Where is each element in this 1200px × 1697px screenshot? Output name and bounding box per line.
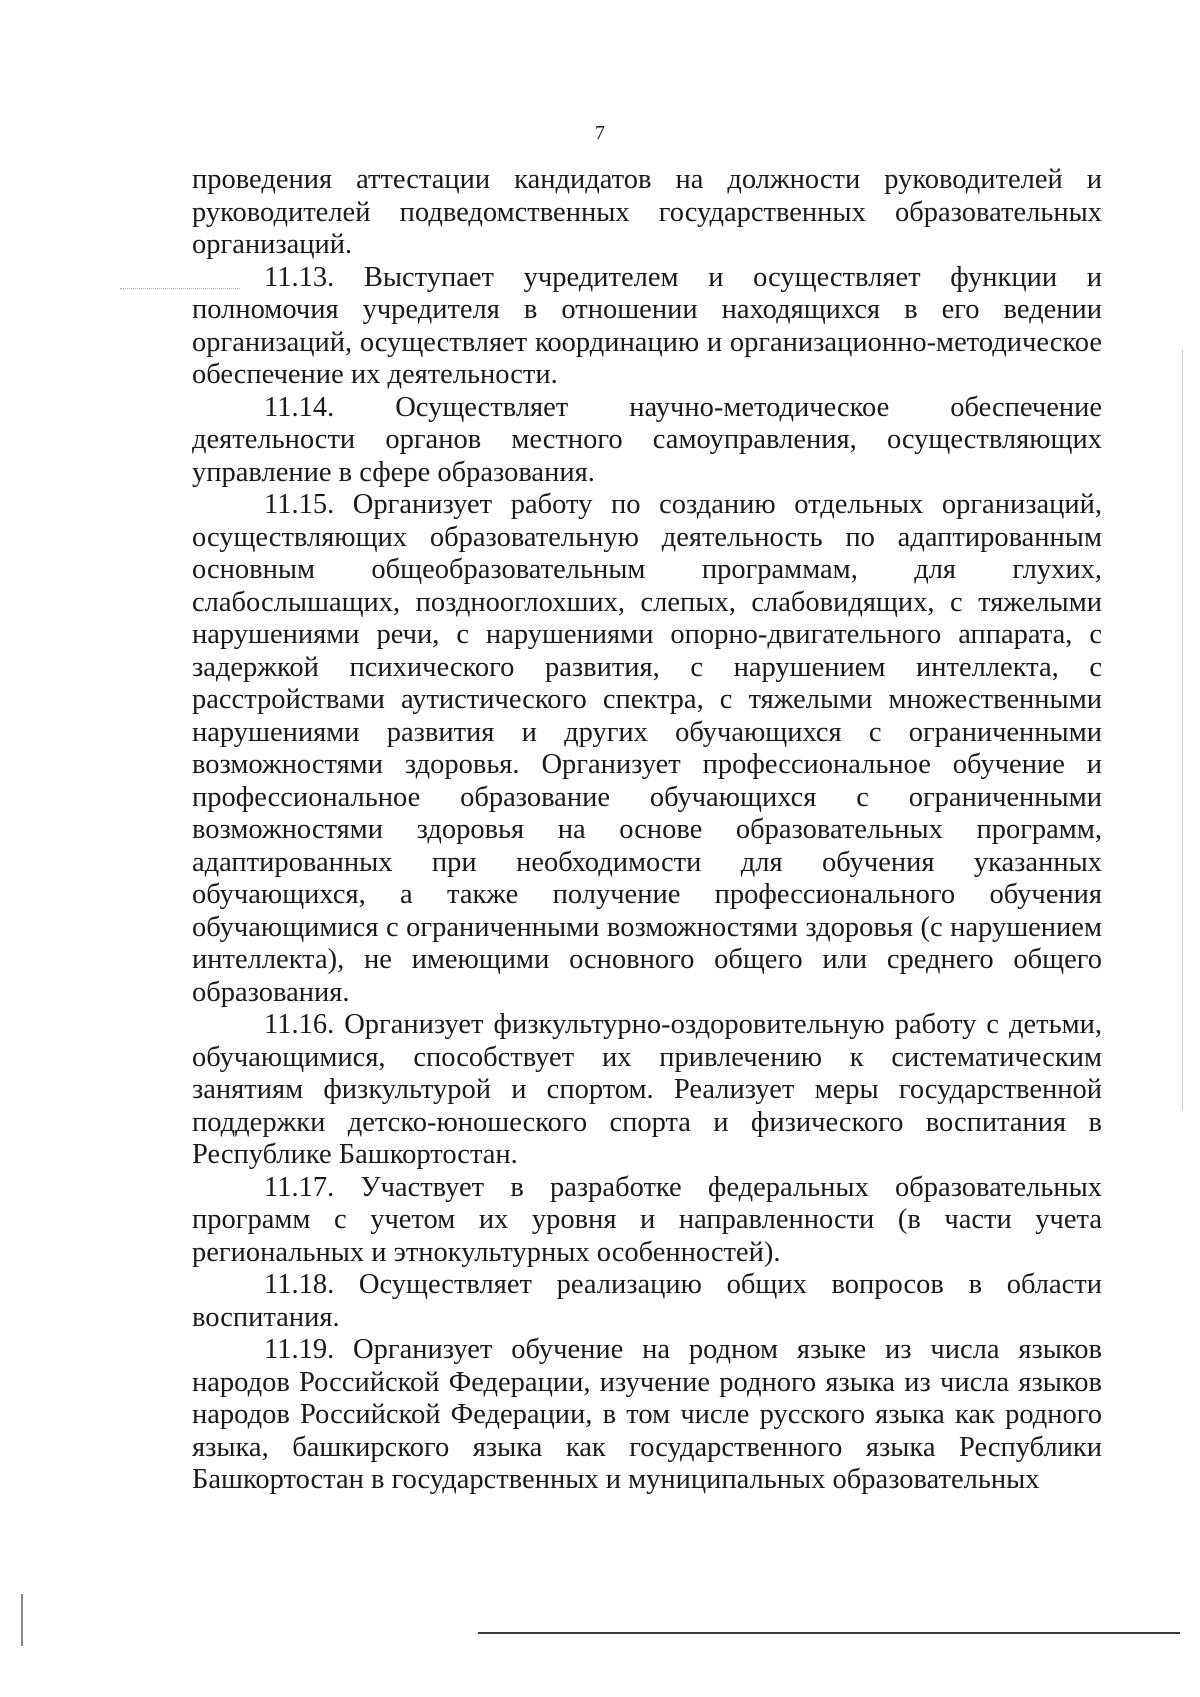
paragraph-11-15: 11.15. Организует работу по созданию отдельных организаций, осуществляющих образовательную деятельность по адаптированным основным общеобразовательным программам, для глухих, слабослышащих, позднооглохших, слепых, слабовидящих, с тяжелыми нарушениями речи, с нарушениями опорно-двигательного аппарата, с задержкой психического развития, с нарушением интеллекта, с расстройствами аутистического спектра, с тяжелыми множественными нарушениями развития и других обучающихся с ограниченными возможностями здоровья. Организует профессиональное обучение и профессиональное образование обучающихся с ограниченными возможностями здоровья на основе образовательных программ, адаптированных при необходимости для обучения указанных обучающихся, а также получение профессионального обучения обучающимися с ограниченными возможностями здоровья (с нарушением интеллекта), не имеющими основного общего или среднего общего образования. — [192, 489, 1102, 1008]
scan-artifact-bottom-rule — [478, 1632, 1180, 1634]
paragraph-11-13: 11.13. Выступает учредителем и осуществляет функции и полномочия учредителя в отношении находящихся в его ведении организаций, осуществляет координацию и организационно-методическое обеспечение их деятельности. — [192, 261, 1102, 390]
paragraph-11-17: 11.17. Участвует в разработке федеральных образовательных программ с учетом их уровня и направленности (в части учета региональных и этнокультурных особенностей). — [192, 1171, 1102, 1268]
document-body — [192, 164, 1102, 1497]
paragraph-continuation: проведения аттестации кандидатов на должности руководителей и руководителей подведомственных государственных образовательных организаций. — [192, 164, 1102, 260]
paragraph-11-14: 11.14. Осуществляет научно-методическое обеспечение деятельности органов местного самоуправления, осуществляющих управление в сфере образования. — [192, 391, 1102, 488]
scan-artifact-margin-line — [1182, 350, 1183, 1110]
scan-artifact-left-tick — [21, 1594, 23, 1646]
paragraph-11-18: 11.18. Осуществляет реализацию общих вопросов в области воспитания. — [192, 1269, 1102, 1333]
page-number: 7 — [595, 122, 605, 144]
paragraph-11-16: 11.16. Организует физкультурно-оздоровительную работу с детьми, обучающимися, способствует их привлечению к систематическим занятиям физкультурой и спортом. Реализует меры государственной поддержки детско-юношеского спорта и физического воспитания в Республике Башкортостан. — [192, 1009, 1102, 1170]
paragraph-11-19: 11.19. Организует обучение на родном языке из числа языков народов Российской Федерации, изучение родного языка из числа языков народов Российской Федерации, в том числе русского языка как родного языка, башкирского языка как государственного языка Республики Башкортостан в государственных и муниципальных образовательных — [192, 1334, 1102, 1495]
